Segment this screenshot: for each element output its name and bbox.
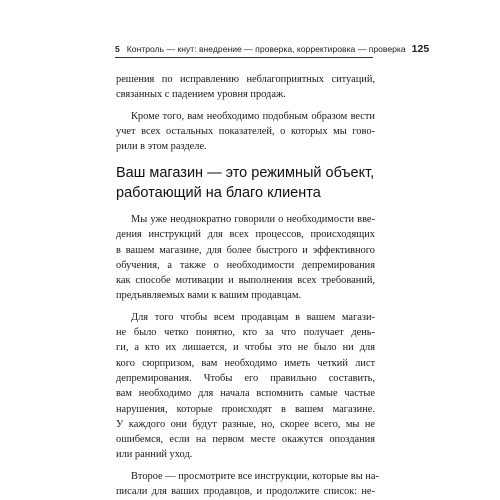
text-line: как способе мотивации и выполнения всех требований, — [116, 275, 375, 287]
text-line: решения по исправлению неблагоприятных ситуаций, — [116, 74, 375, 85]
chapter-title: Контроль — кнут: внедрение — проверка, корректировка — проверка — [126, 44, 406, 54]
paragraph — [116, 109, 375, 155]
text-line: не было четко понятно, кто за что получает день- — [116, 327, 375, 339]
text-line: Мы уже неоднократно говорили о необходимости вве- — [131, 214, 375, 225]
text-line: ги, а кто их лишается, и чтобы это не было ни для — [116, 342, 375, 354]
text-line: вам необходимо для начала вспомнить самые частые — [116, 388, 375, 400]
running-head — [115, 43, 430, 55]
text-line: нарушения, которые происходят в вашем магазине. — [116, 403, 375, 415]
heading-line: Ваш магазин — это режимный объект, — [116, 165, 375, 181]
text-line: ошибемся, если на первом месте окажутся опоздания — [116, 434, 375, 446]
text-line: дения инструкций для всех процессов, происходящих — [116, 229, 375, 241]
page-number: 125 — [411, 43, 430, 55]
text-line: Для того чтобы всем продавцам в вашем магази- — [131, 311, 375, 323]
header-rule — [115, 57, 373, 58]
paragraph — [116, 72, 375, 103]
text-block-top — [116, 72, 375, 154]
text-line: Кроме того, вам необходимо подобным образом вести — [131, 110, 375, 122]
heading-line: работающий на благо клиента — [116, 184, 321, 201]
text-line: обучения, а также о необходимости депремирования — [116, 259, 375, 271]
text-block-bottom — [116, 212, 379, 499]
text-line: в вашем магазине, для более быстрого и эффективного — [116, 244, 375, 256]
text-line: или ранний уход. — [116, 449, 193, 461]
paragraph — [116, 212, 375, 304]
text-line: Второе — просмотрите все инструкции, которые вы на- — [131, 470, 379, 482]
paragraph — [116, 310, 375, 463]
text-line: У каждого они будут разные, но, скорее всего, мы не — [116, 418, 375, 430]
text-line: писали для ваших продавцов, и продолжите список: не- — [116, 486, 375, 498]
section-heading — [116, 164, 386, 203]
paragraph — [116, 469, 379, 500]
text-line: депремирования. Чтобы его правильно составить, — [116, 372, 375, 384]
text-line: предъявляемых вами к вашим продавцам. — [116, 290, 302, 302]
text-line: учет всех остальных показателей, о которых мы гово- — [116, 125, 375, 137]
chapter-number: 5 — [115, 44, 120, 54]
text-line: кого сюрпризом, вам необходимо иметь четкий лист — [116, 357, 375, 369]
text-line: рили в этом разделе. — [116, 141, 207, 153]
text-line: связанных с падением уровня продаж. — [116, 89, 286, 101]
